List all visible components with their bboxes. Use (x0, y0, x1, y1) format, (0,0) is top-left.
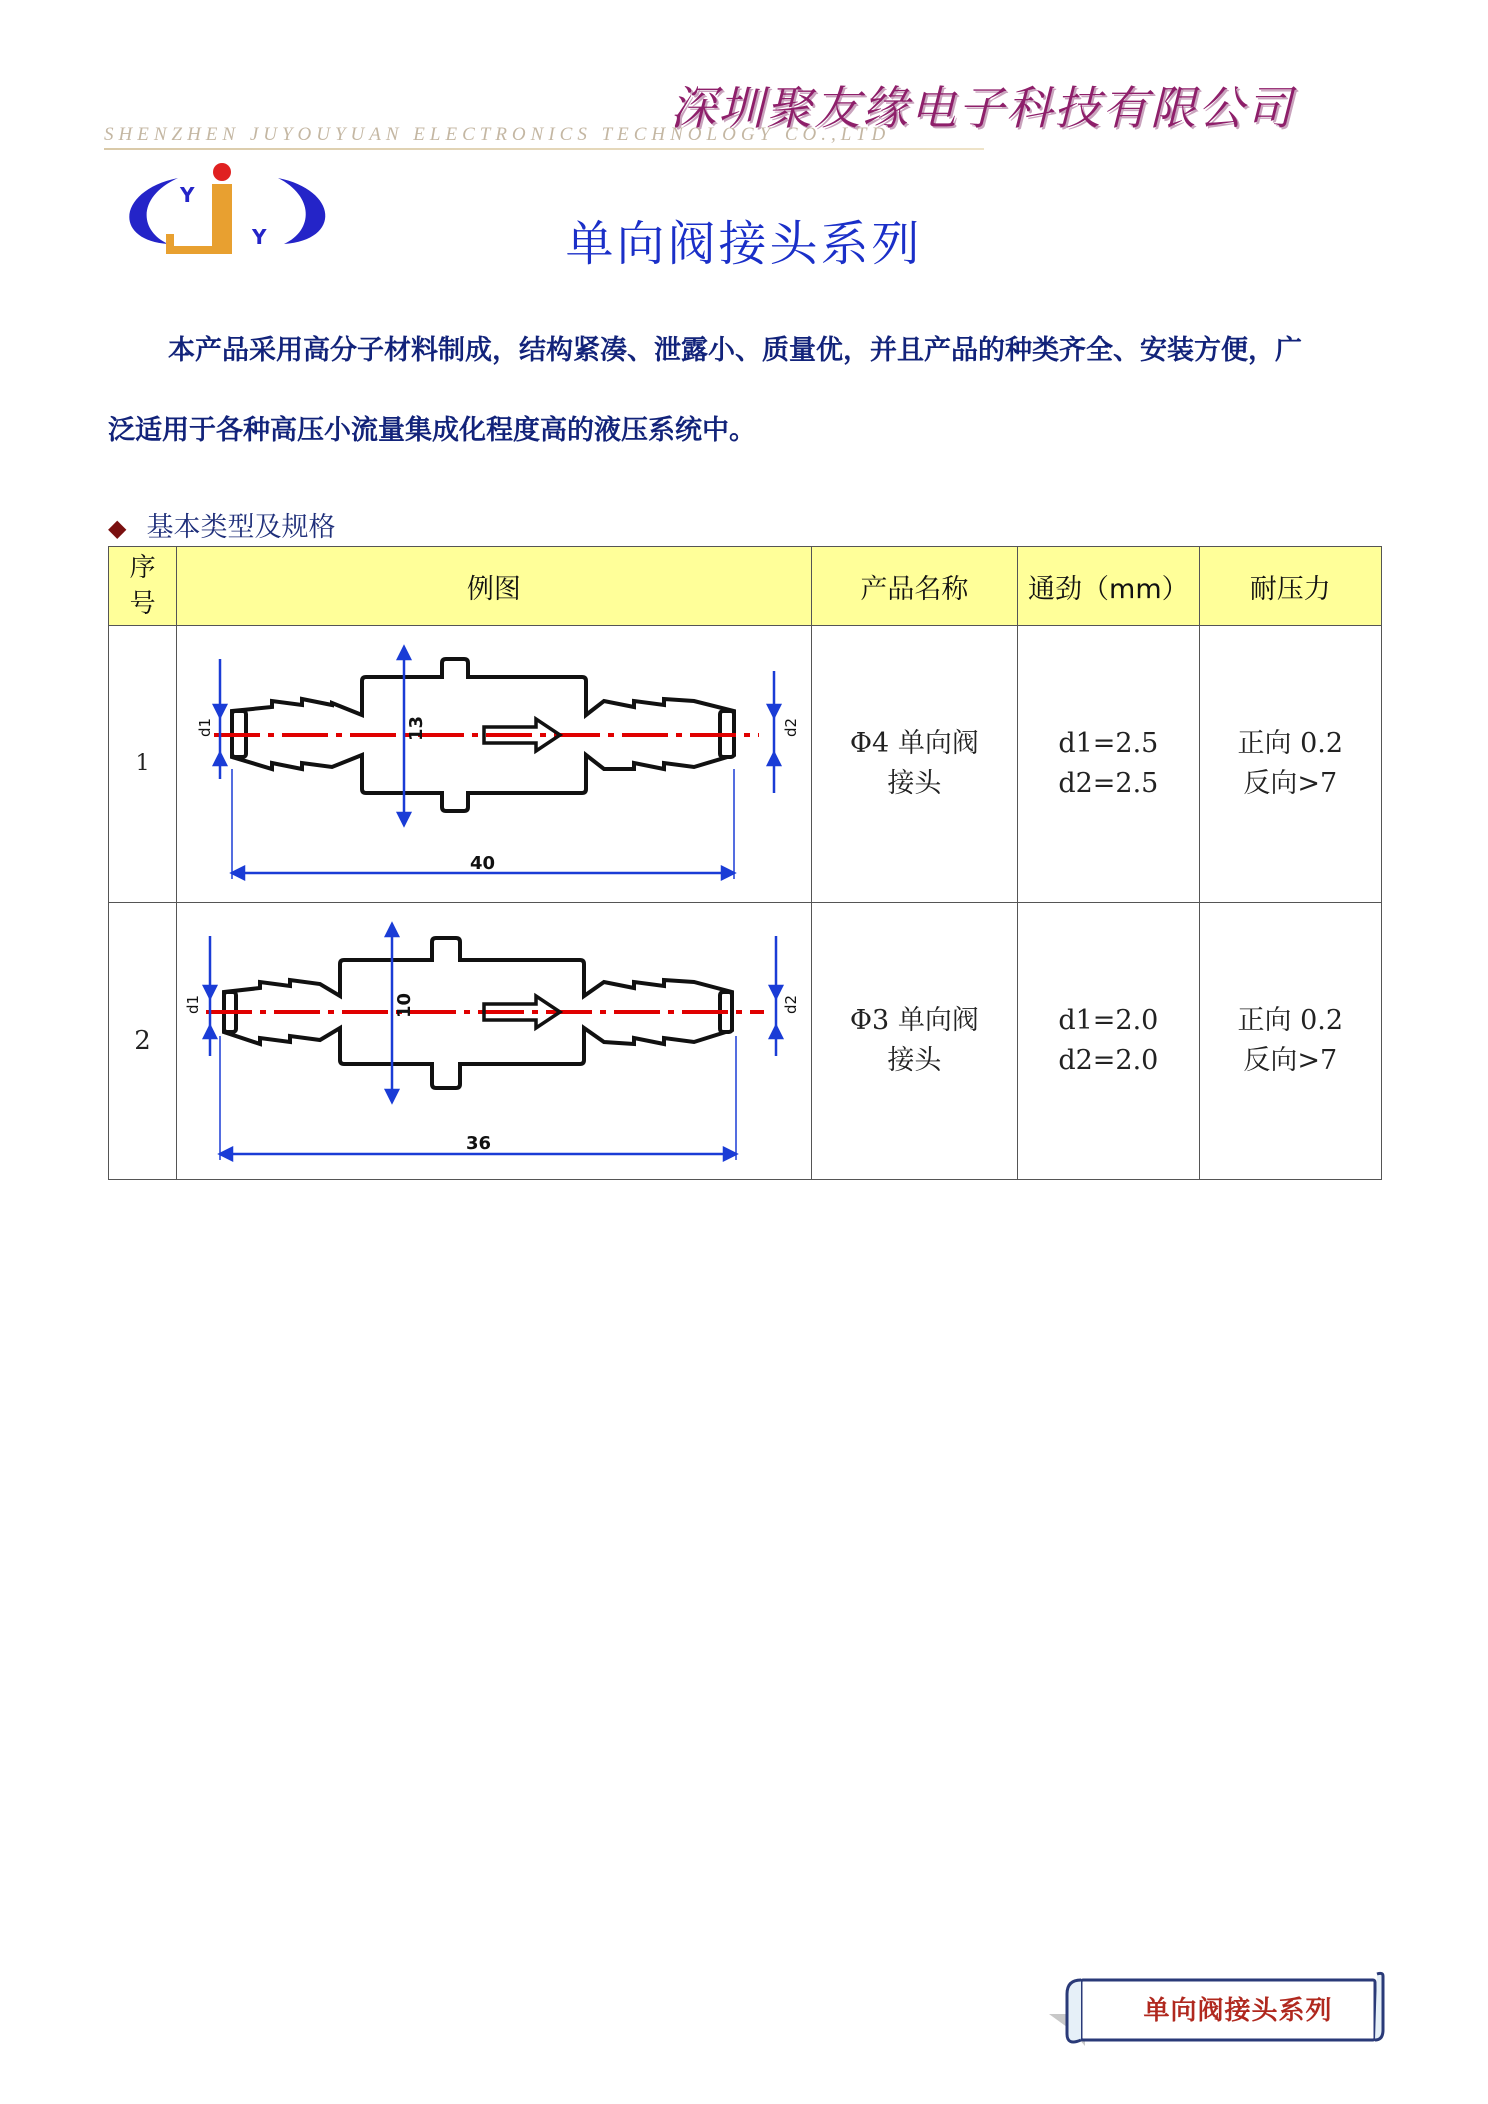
intro-paragraph-line-1: 本产品采用高分子材料制成，结构紧凑、泄露小、质量优，并且产品的种类齐全、安装方便，广 (168, 335, 1302, 366)
valve-drawing-2 (184, 906, 804, 1176)
row-figure (177, 626, 811, 903)
header-figure: 例图 (177, 547, 811, 626)
row-name (811, 626, 1017, 903)
section-heading-text: 基本类型及规格 (146, 512, 336, 543)
row-flow (1018, 626, 1199, 903)
header-flow: 通劲（mm） (1018, 547, 1199, 626)
row-name-line1: Φ3 单向阀 (849, 1005, 979, 1036)
row-flow (1018, 903, 1199, 1180)
dim-label-d1: d1 (195, 717, 214, 737)
row-pressure (1199, 903, 1381, 1180)
page-title: 单向阀接头系列 (565, 216, 923, 272)
company-name-cn: 深圳聚友缘电子科技有限公司 (670, 81, 1294, 135)
header-pressure: 耐压力 (1199, 547, 1381, 626)
dim-label-d1: d1 (183, 994, 202, 1014)
header-seq: 序号 (109, 547, 177, 626)
row-pressure-line2: 反向>7 (1243, 1045, 1338, 1076)
header-name: 产品名称 (811, 547, 1017, 626)
dim-label-d2: d2 (781, 994, 800, 1014)
dim-label-d2: d2 (781, 717, 800, 737)
row-pressure-line1: 正向 0.2 (1237, 728, 1344, 759)
logo-letter-y1: Y (180, 183, 195, 207)
row-seq: 2 (109, 903, 177, 1180)
table-row (109, 626, 1382, 903)
header-rule (104, 148, 984, 150)
footer-label: 单向阀接头系列 (1143, 1996, 1333, 2026)
dim-label-body: 10 (393, 992, 415, 1018)
row-name-line1: Φ4 单向阀 (849, 728, 979, 759)
row-pressure (1199, 626, 1381, 903)
row-name-line2: 接头 (887, 1045, 942, 1076)
dim-label-length: 40 (469, 853, 495, 874)
row-flow-line2: d2=2.5 (1058, 768, 1159, 799)
row-flow-line2: d2=2.0 (1058, 1045, 1159, 1076)
row-pressure-line2: 反向>7 (1243, 768, 1338, 799)
row-figure (177, 903, 811, 1180)
row-seq: 1 (109, 626, 177, 903)
spec-table (108, 546, 1382, 1180)
row-flow-line1: d1=2.0 (1058, 1005, 1159, 1036)
intro-paragraph-line-2: 泛适用于各种高压小流量集成化程度高的液压系统中。 (108, 415, 756, 446)
row-name (811, 903, 1017, 1180)
company-name-en: SHENZHEN JUYOUYUAN ELECTRONICS TECHNOLOGY CO.,LTD (104, 124, 891, 145)
row-pressure-line1: 正向 0.2 (1237, 1005, 1344, 1036)
section-heading (108, 505, 335, 544)
row-flow-line1: d1=2.5 (1058, 728, 1159, 759)
table-header-row (109, 547, 1382, 626)
row-name-line2: 接头 (887, 768, 942, 799)
table-row (109, 903, 1382, 1180)
logo-letter-y2: Y (252, 225, 267, 249)
dim-label-length: 36 (465, 1133, 491, 1154)
dim-label-body: 13 (405, 715, 427, 741)
diamond-bullet-icon: ◆ (108, 514, 127, 542)
valve-drawing-1 (184, 629, 804, 899)
